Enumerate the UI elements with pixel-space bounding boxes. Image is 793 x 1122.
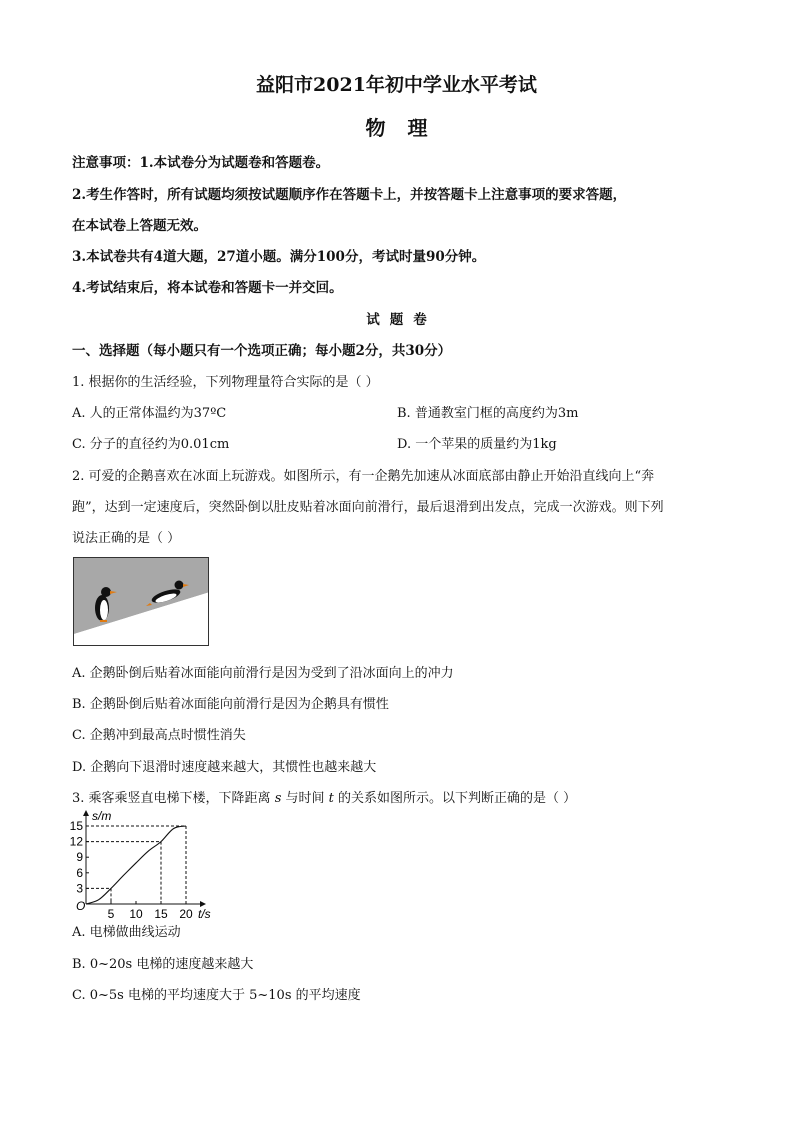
x-tick-label-5: 5 — [107, 907, 115, 920]
x-tick-label-15: 15 — [154, 907, 168, 920]
penguin-figure — [73, 557, 209, 646]
note-1: 注意事项：1.本试卷分为试题卷和答题卷。 — [72, 155, 330, 171]
x-tick-label-10: 10 — [129, 907, 143, 920]
q3-stem-mid: 与时间 — [285, 791, 325, 806]
y-tick-label-15: 15 — [69, 819, 83, 833]
y-tick-label-12: 12 — [69, 834, 83, 849]
q1-option-d: D. 一个苹果的质量约为1kg — [397, 437, 557, 452]
x-axis-label: t/s — [198, 907, 211, 920]
q3-option-c: C. 0~5s 电梯的平均速度大于 5~10s 的平均速度 — [72, 988, 361, 1003]
note-2a: 2.考生作答时，所有试题均须按试题顺序作在答题卡上，并按答题卡上注意事项的要求答题， — [72, 187, 627, 203]
q2-option-c: C. 企鹅冲到最高点时惯性消失 — [72, 728, 246, 743]
note-4: 4.考试结束后，将本试卷和答题卡一并交回。 — [72, 280, 343, 296]
q3-option-a: A. 电梯做曲线运动 — [72, 925, 181, 940]
y-axis-label: s/m — [92, 809, 112, 823]
part-1-heading: 一、选择题（每小题只有一个选项正确；每小题2分，共30分） — [72, 343, 452, 359]
y-tick-label-9: 9 — [76, 850, 83, 865]
q1-option-c: C. 分子的直径约为0.01cm — [72, 437, 230, 452]
penguin-illustration — [74, 558, 209, 646]
q3-option-b: B. 0~20s 电梯的速度越来越大 — [72, 957, 254, 972]
subject-title: 物理 — [365, 116, 450, 140]
q3-var-s: s — [274, 791, 282, 806]
q3-var-t: t — [328, 791, 334, 806]
q3-stem-post: 的关系如图所示。以下判断正确的是（ ） — [338, 791, 577, 806]
q3-stem-pre: 3. 乘客乘竖直电梯下楼，下降距离 — [72, 791, 271, 806]
q2-stem-line-1: 2. 可爱的企鹅喜欢在冰面上玩游戏。如图所示，有一企鹅先加速从冰面底部由静止开始沿直线向上“奔 — [72, 469, 655, 484]
x-tick-label-20: 20 — [179, 907, 193, 920]
origin-label: O — [76, 899, 86, 913]
exam-title: 益阳市2021年初中学业水平考试 — [256, 74, 537, 96]
series-line-s-t — [86, 826, 186, 904]
q1-stem: 1. 根据你的生活经验，下列物理量符合实际的是（ ） — [72, 375, 379, 390]
q2-stem-line-3: 说法正确的是（ ） — [72, 531, 181, 546]
q3-stem — [72, 787, 576, 806]
q2-option-d: D. 企鹅向下退滑时速度越来越大，其惯性也越来越大 — [72, 760, 377, 775]
q2-option-a: A. 企鹅卧倒后贴着冰面能向前滑行是因为受到了沿冰面向上的冲力 — [72, 666, 454, 681]
q2-stem-line-2: 跑”，达到一定速度后，突然卧倒以肚皮贴着冰面向前滑行，最后退滑到出发点，完成一次游戏。则下列 — [72, 500, 664, 515]
y-tick-label-6: 6 — [76, 865, 83, 880]
paper-label: 试题卷 — [366, 312, 437, 328]
s-t-graph — [66, 808, 226, 924]
q1-option-a: A. 人的正常体温约为37ºC — [72, 406, 227, 421]
note-3: 3.本试卷共有4道大题，27道小题。满分100分，考试时量90分钟。 — [72, 249, 486, 265]
s-t-chart — [66, 808, 226, 920]
y-tick-label-3: 3 — [76, 881, 83, 896]
note-2b: 在本试卷上答题无效。 — [72, 218, 207, 234]
y-axis-arrow — [83, 810, 89, 816]
q1-option-b: B. 普通教室门框的高度约为3m — [397, 406, 579, 421]
q2-option-b: B. 企鹅卧倒后贴着冰面能向前滑行是因为企鹅具有惯性 — [72, 697, 389, 712]
